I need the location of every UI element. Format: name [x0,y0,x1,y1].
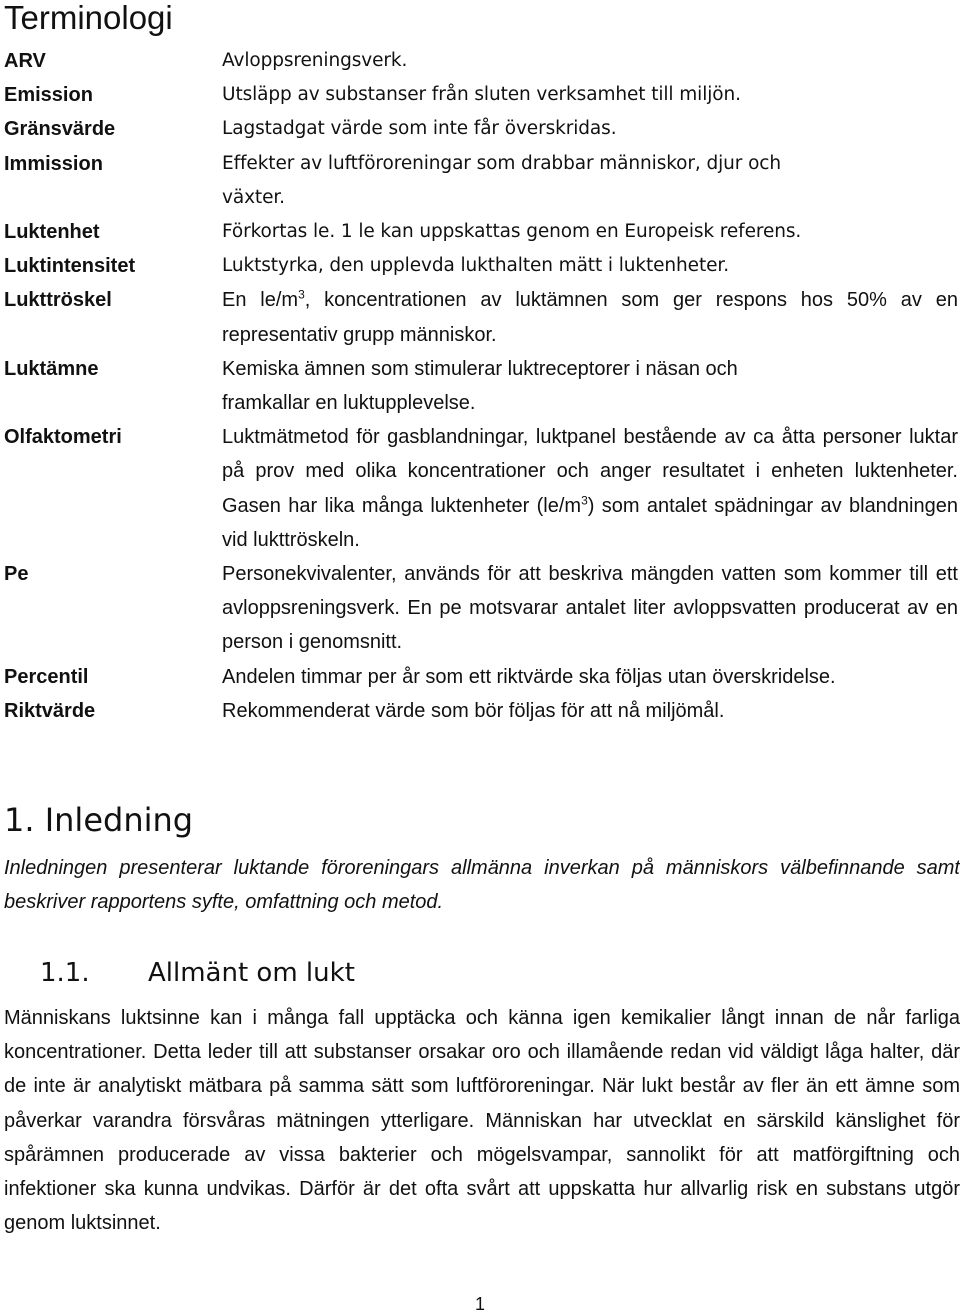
glossary-row [4,215,960,249]
glossary-row [4,352,960,420]
glossary-term: Emission [4,84,93,107]
glossary-definition: Avloppsreningsverk. [222,50,408,71]
subsection-title: Allmänt om lukt [148,958,355,988]
glossary-row [4,249,960,283]
glossary-row [4,694,960,728]
glossary-row [4,78,960,112]
glossary-term: Pe [4,563,29,586]
glossary-term: Immission [4,152,103,175]
subsection-number: 1.1. [40,958,90,988]
glossary-term: Percentil [4,665,89,688]
glossary-definition [222,420,958,557]
glossary-row [4,44,960,78]
glossary-definition: Personekvivalenter, används för att beskriva mängden vatten som kommer till ett avloppsreningsverk. En pe motsvarar antalet liter avloppsvatten producerat av en person i genomsnitt. [222,563,958,654]
glossary-definition: Andelen timmar per år som ett riktvärde ska följas utan överskridelse. [222,665,836,688]
page-number: 1 [474,1294,485,1314]
glossary-definition: Luktstyrka, den upplevda lukthalten mätt i luktenheter. [222,255,729,277]
definition-text: En le/m [222,289,299,312]
definition-text: ) som antalet spädningar av blandningen vid lukttröskeln. [222,494,958,551]
glossary-row [4,112,960,146]
glossary-row [4,147,960,215]
glossary-term: Gränsvärde [4,118,116,141]
glossary-row [4,283,960,351]
glossary-term: Luktämne [4,357,99,380]
glossary-term: Luktintensitet [4,255,136,278]
glossary-row [4,557,960,660]
definition-text: Luktmätmetod för gasblandningar, luktpanel bestående av ca åtta personer luktar på prov med olika koncentrationer och anger resultatet i enheten luktenheter. Gasen har lika många luktenheter (le/m [222,426,958,517]
superscript: 3 [581,492,588,507]
body-paragraph: Människans luktsinne kan i många fall upptäcka och känna igen kemikalier långt innan de når farliga koncentrationer. Detta leder till att substanser orsakar oro och illamående redan vid väldigt låga halter, där de inte är analytiskt mätbara på samma sätt som luftföroreningar. När lukt består av fler än ett ämne som påverkar varandra försvåras mätningen ytterligare. Människan har utvecklat en särskild känslighet för spårämnen producerade av vissa bakterier och mögelsvampar, sannolikt för att matförgiftning och infektioner ska kunna undvikas. Därför är det ofta svårt att uppskatta hur allvarlig risk en substans utgör genom luktsinnet. [4,1007,960,1235]
glossary-term: Luktenhet [4,221,100,244]
glossary-definition: Effekter av luftföroreningar som drabbar människor, djur och växter. [222,152,781,208]
glossary-definition [222,283,958,351]
terminology-glossary [4,44,960,728]
section-intro: Inledningen presenterar luktande föroreningars allmänna inverkan på människors välbefinnande samt beskriver rapportens syfte, omfattning och metod. [4,857,960,914]
superscript: 3 [298,287,305,302]
glossary-row [4,660,960,694]
glossary-definition: Förkortas le. 1 le kan uppskattas genom en Europeisk referens. [222,221,802,243]
section-heading: 1. Inledning [4,801,194,839]
glossary-term: Riktvärde [4,699,96,722]
glossary-term: ARV [4,50,46,72]
terminology-title: Terminologi [4,0,173,36]
subsection-heading [40,954,355,992]
glossary-term: Lukttröskel [4,289,112,312]
glossary-row [4,420,960,557]
definition-text: , koncentrationen av luktämnen som ger respons hos 50% av en representativ grupp människor. [222,289,958,346]
glossary-definition: Lagstadgat värde som inte får överskridas. [222,118,617,140]
glossary-term: Olfaktometri [4,426,122,449]
glossary-definition: Rekommenderat värde som bör följas för att nå miljömål. [222,699,725,722]
glossary-definition: Utsläpp av substanser från sluten verksamhet till miljön. [222,84,741,106]
glossary-definition: Kemiska ämnen som stimulerar luktreceptorer i näsan och framkallar en luktupplevelse. [222,357,738,415]
